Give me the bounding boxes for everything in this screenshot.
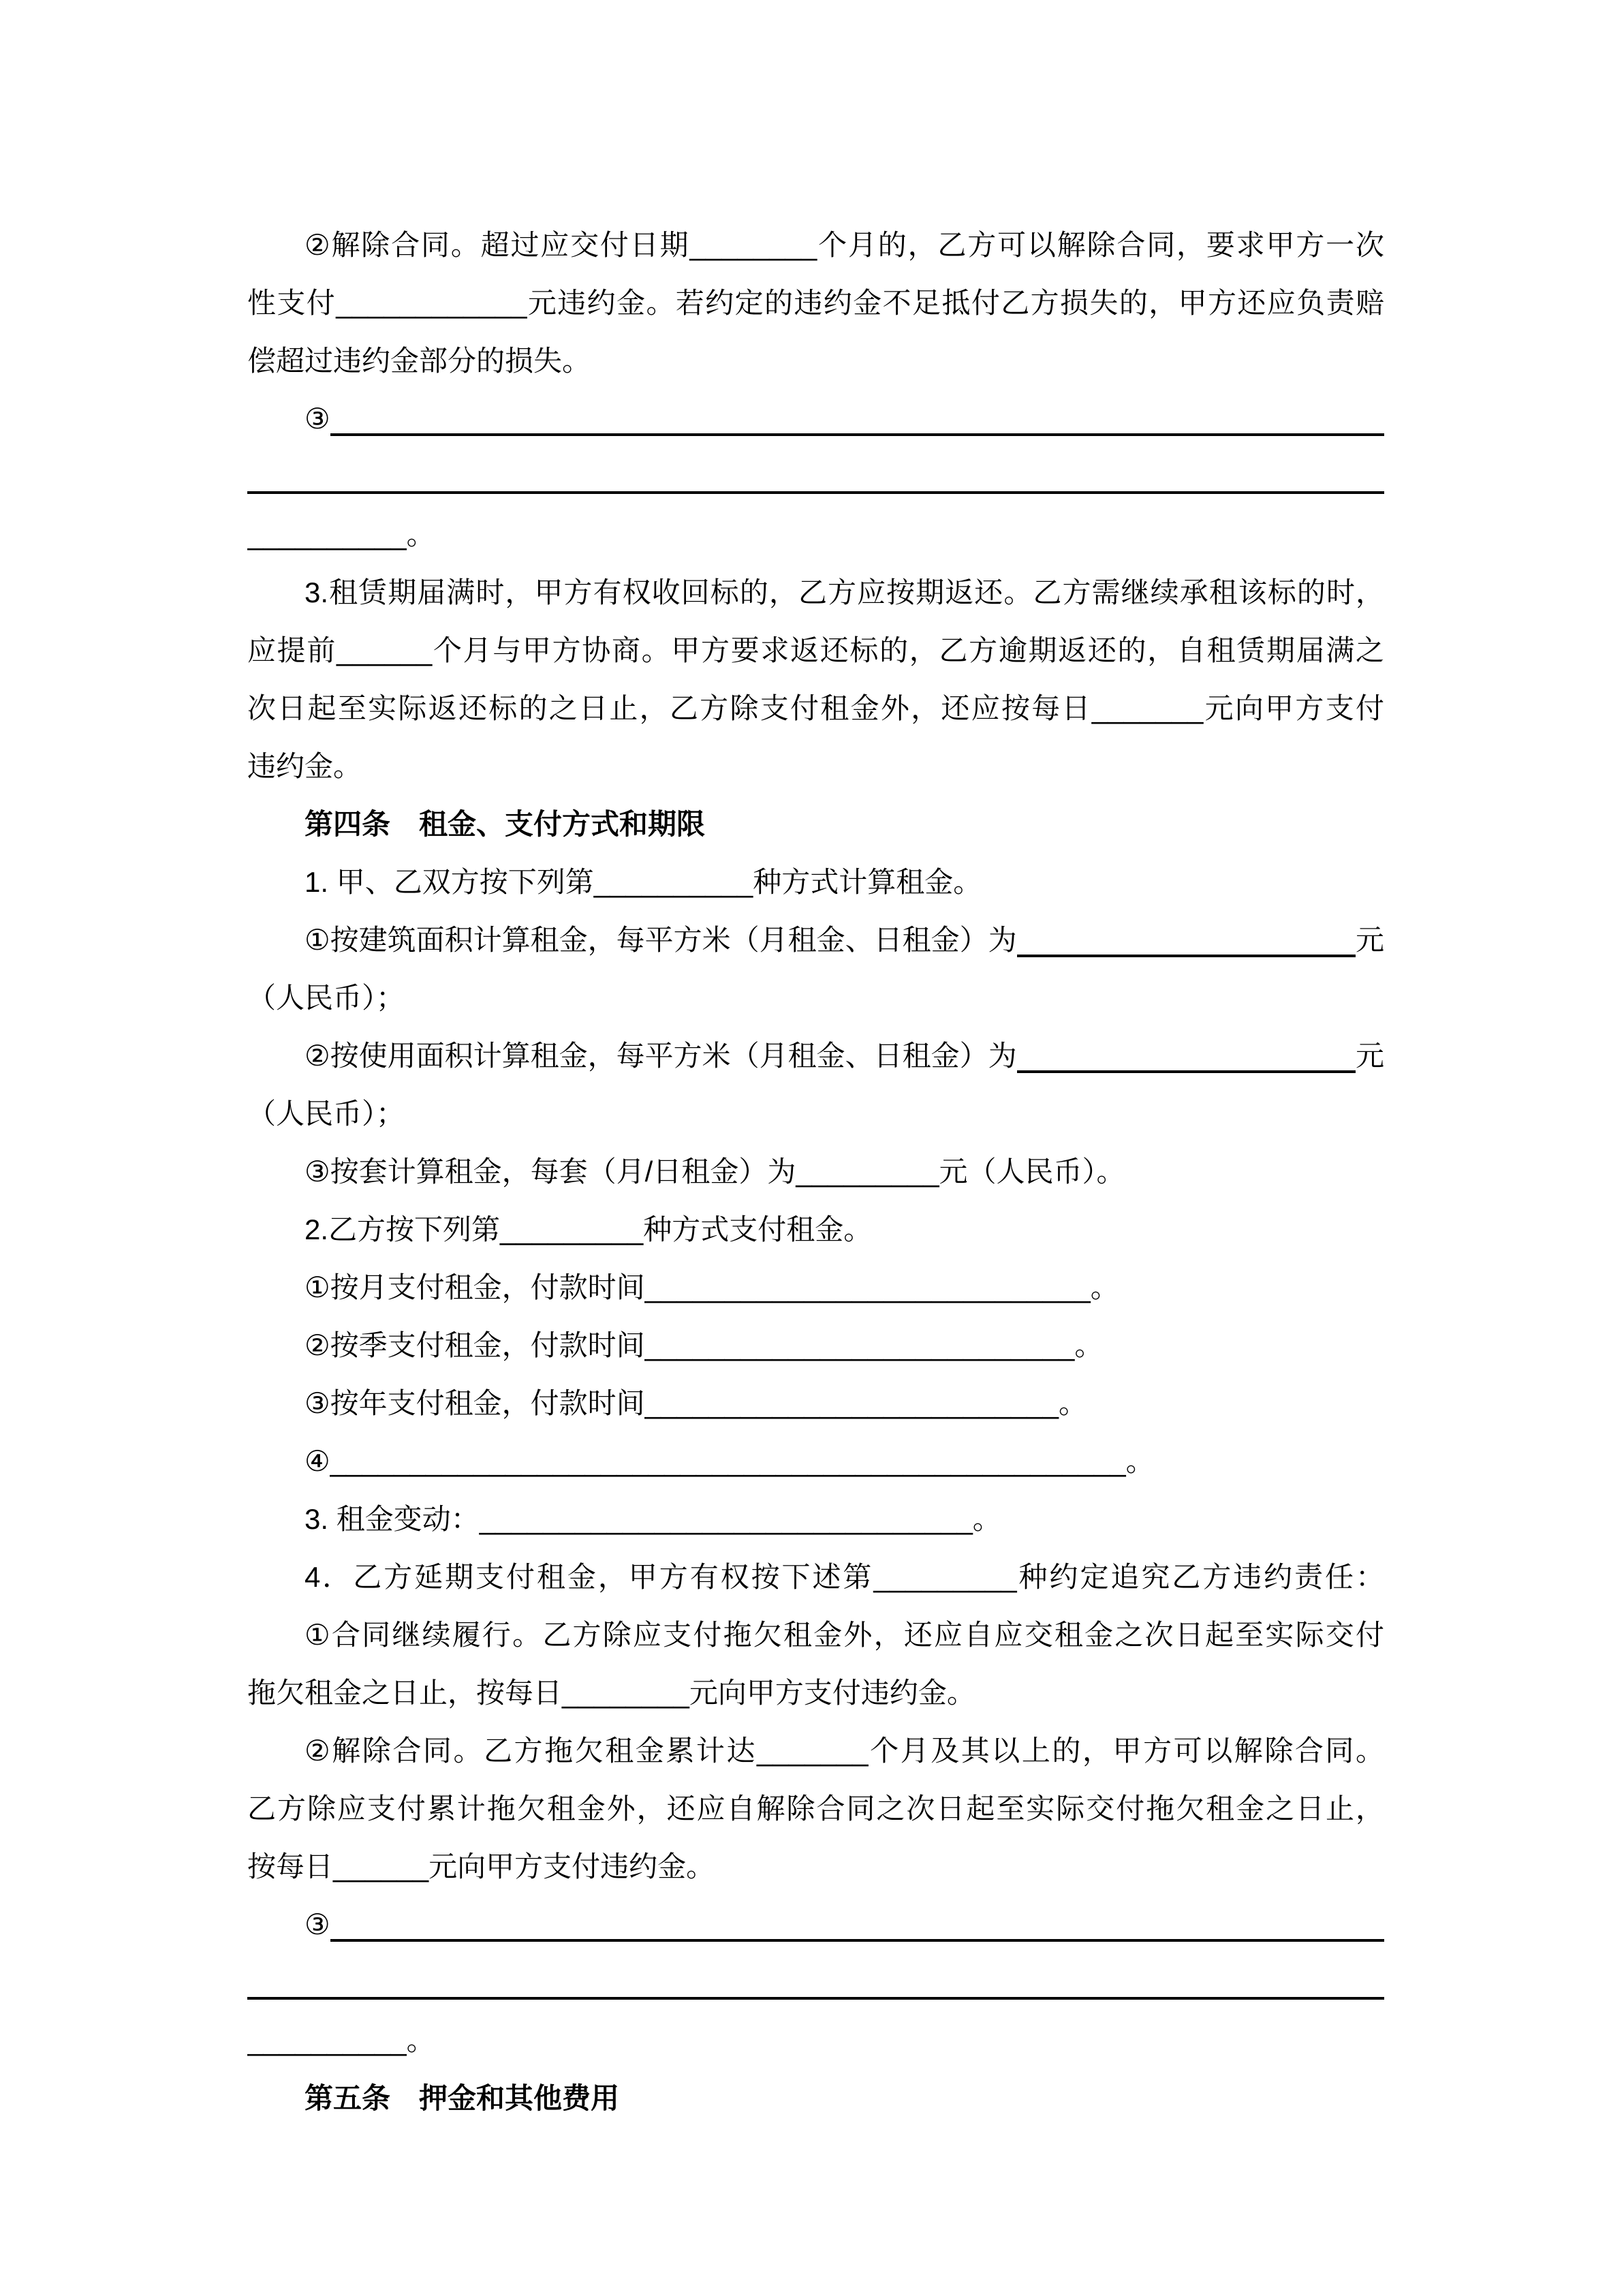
text-segment: （人民币）；: [247, 982, 405, 1014]
text-segment: 第五条 押金和其他费用: [304, 2082, 620, 2114]
blank-underline: [1017, 1027, 1356, 1073]
text-segment: 元: [1355, 1040, 1384, 1072]
article4-item2-option2: [247, 1316, 1384, 1374]
blank-underline: [330, 1895, 1384, 1942]
article4-item4-option2-line2: [247, 1780, 1384, 1838]
article5-heading: [247, 2069, 1384, 2127]
text-segment: 2.乙方按下列第_________种方式支付租金。: [304, 1213, 873, 1245]
article4-item2-option4: [247, 1432, 1384, 1490]
article4-item4-option3-line2: [247, 1953, 1384, 2011]
article4-item4-option1-line2: [247, 1664, 1384, 1722]
text-segment: 性支付____________元违约金。若约定的违约金不足抵付乙方损失的，甲方还应负责赔: [247, 287, 1384, 319]
text-segment: 拖欠租金之日止，按每日________元向甲方支付违约金。: [247, 1677, 975, 1709]
text-segment: 次日起至实际返还标的之日止，乙方除支付租金外，还应按每日_______元向甲方支付: [247, 692, 1384, 724]
article4-item4-option3-line3: [247, 2011, 1384, 2069]
para3-lease-expiry-line1: [247, 563, 1384, 621]
text-segment: ②按季支付租金，付款时间___________________________。: [304, 1329, 1104, 1361]
article4-item4-option2-line1: [247, 1722, 1384, 1780]
text-segment: 第四条 租金、支付方式和期限: [304, 808, 706, 840]
blank-underline: [247, 1953, 1384, 2000]
article4-item1-option3: [247, 1143, 1384, 1200]
item2-terminate-contract-line1: [247, 216, 1384, 274]
article4-item4-option3-line1: [247, 1895, 1384, 1953]
item3-blank-line3: [247, 506, 1384, 563]
text-segment: __________。: [247, 2024, 435, 2056]
text-segment: 4．乙方延期支付租金，甲方有权按下述第_________种约定追究乙方违约责任：: [304, 1561, 1384, 1593]
text-segment: ②按使用面积计算租金，每平方米（月租金、日租金）为: [304, 1040, 1017, 1072]
article4-item1-option2-line1: [247, 1027, 1384, 1085]
text-segment: 3. 租金变动：_______________________________。: [304, 1503, 1001, 1535]
text-segment: 元: [1355, 924, 1384, 956]
article4-item4: [247, 1548, 1384, 1606]
blank-underline: [247, 448, 1384, 494]
text-segment: 偿超过违约金部分的损失。: [247, 345, 591, 377]
article4-item2-option1: [247, 1258, 1384, 1316]
text-segment: ④__________________________________________________。: [304, 1445, 1155, 1477]
text-segment: 按每日______元向甲方支付违约金。: [247, 1850, 715, 1882]
text-segment: ①按建筑面积计算租金，每平方米（月租金、日租金）为: [304, 924, 1017, 956]
item3-blank-line1: [247, 390, 1384, 448]
article4-item4-option2-line3: [247, 1838, 1384, 1895]
text-segment: ③: [304, 1908, 330, 1940]
text-segment: ③按套计算租金，每套（月/日租金）为_________元（人民币）。: [304, 1156, 1125, 1188]
article4-item1-option1-line1: [247, 911, 1384, 969]
text-segment: ②解除合同。乙方拖欠租金累计达_______个月及其以上的，甲方可以解除合同。: [304, 1735, 1384, 1767]
text-segment: 应提前______个月与甲方协商。甲方要求返还标的，乙方逾期返还的，自租赁期届满之: [247, 634, 1384, 666]
document-body: [247, 216, 1384, 2127]
article4-item1: [247, 853, 1384, 911]
blank-underline: [1017, 911, 1356, 957]
text-segment: ①按月支付租金，付款时间____________________________。: [304, 1271, 1119, 1303]
article4-item2: [247, 1200, 1384, 1258]
text-segment: ③: [304, 403, 330, 435]
text-segment: ①合同继续履行。乙方除应支付拖欠租金外，还应自应交租金之次日起至实际交付: [304, 1619, 1384, 1651]
text-segment: __________。: [247, 518, 435, 551]
text-segment: ③按年支付租金，付款时间__________________________。: [304, 1387, 1087, 1419]
para3-lease-expiry-line2: [247, 621, 1384, 679]
item2-terminate-contract-line2: [247, 274, 1384, 332]
text-segment: 违约金。: [247, 750, 362, 782]
para3-lease-expiry-line4: [247, 737, 1384, 795]
article4-item3-rent-change: [247, 1490, 1384, 1548]
article4-item1-option2-line2: [247, 1085, 1384, 1143]
para3-lease-expiry-line3: [247, 679, 1384, 737]
text-segment: ②解除合同。超过应交付日期________个月的，乙方可以解除合同，要求甲方一次: [304, 229, 1384, 261]
article4-item1-option1-line2: [247, 969, 1384, 1027]
text-segment: 3.租赁期届满时，甲方有权收回标的，乙方应按期返还。乙方需继续承租该标的时，: [304, 576, 1384, 608]
article4-item2-option3: [247, 1374, 1384, 1432]
text-segment: 乙方除应支付累计拖欠租金外，还应自解除合同之次日起至实际交付拖欠租金之日止，: [247, 1793, 1384, 1825]
article4-item4-option1-line1: [247, 1606, 1384, 1664]
item2-terminate-contract-line3: [247, 332, 1384, 390]
article4-heading: [247, 795, 1384, 853]
text-segment: （人民币）；: [247, 1098, 405, 1130]
text-segment: 1. 甲、乙双方按下列第__________种方式计算租金。: [304, 866, 982, 898]
blank-underline: [330, 390, 1384, 436]
item3-blank-line2: [247, 448, 1384, 506]
